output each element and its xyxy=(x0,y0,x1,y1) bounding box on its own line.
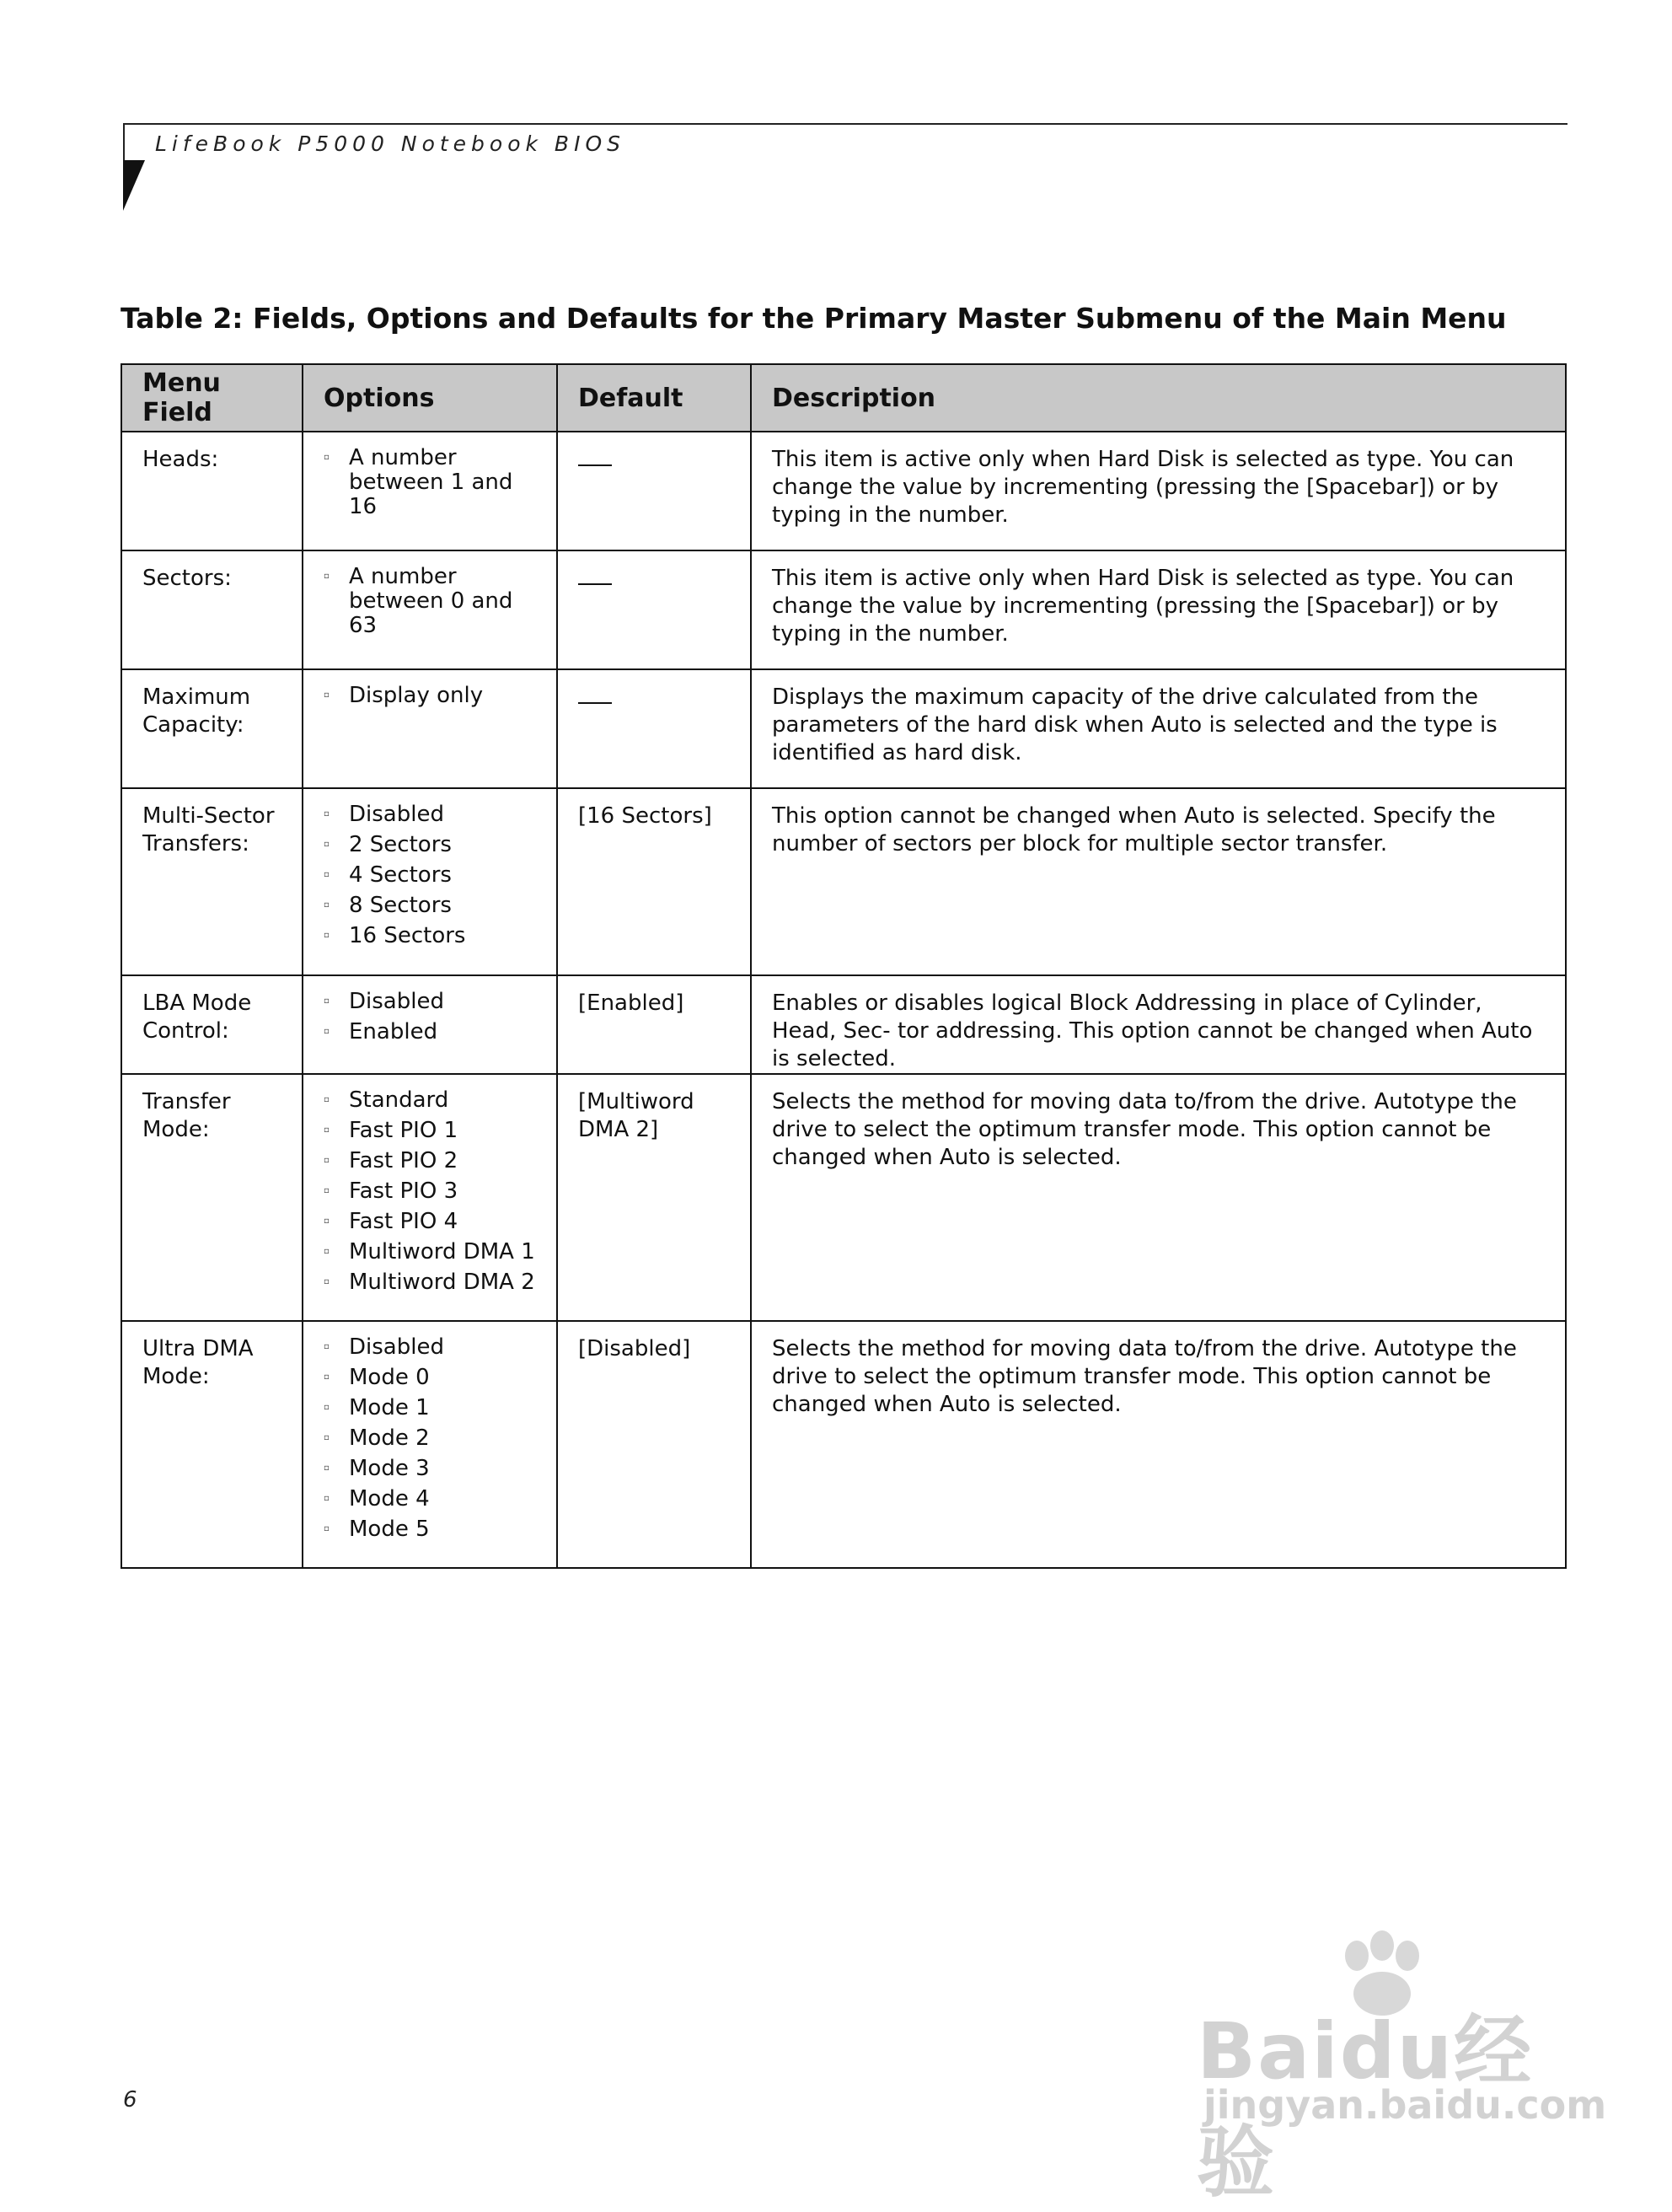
menu-field-cell: Sectors: xyxy=(121,550,303,669)
bullet-icon: ▫ xyxy=(324,840,330,849)
option-label: Mode 2 xyxy=(349,1425,430,1451)
table-row xyxy=(121,669,1566,788)
bullet-icon: ▫ xyxy=(324,1156,330,1165)
option-label: Fast PIO 3 xyxy=(349,1178,458,1204)
option-label: Multiword DMA 2 xyxy=(349,1270,535,1295)
option-label: Mode 5 xyxy=(349,1517,430,1542)
default-cell xyxy=(557,432,751,550)
default-cell: [Enabled] xyxy=(557,975,751,1074)
no-default-dash xyxy=(578,464,612,466)
option-label: Fast PIO 1 xyxy=(349,1118,458,1143)
bullet-icon: ▫ xyxy=(324,809,330,819)
options-cell xyxy=(303,432,557,550)
option-label: A number between 0 and 63 xyxy=(349,564,513,638)
running-title: LifeBook P5000 Notebook BIOS xyxy=(155,132,626,156)
option-label: Fast PIO 2 xyxy=(349,1148,458,1173)
table-row xyxy=(121,1321,1566,1568)
bullet-icon: ▫ xyxy=(324,1095,330,1104)
menu-field-cell: Multi-Sector Transfers: xyxy=(121,788,303,975)
column-header-description: Description xyxy=(751,364,1566,432)
bullet-icon: ▫ xyxy=(324,900,330,910)
bullet-icon: ▫ xyxy=(324,1433,330,1442)
bullet-icon: ▫ xyxy=(324,1342,330,1351)
default-cell: [16 Sectors] xyxy=(557,788,751,975)
bullet-icon: ▫ xyxy=(324,1277,330,1286)
option-item xyxy=(324,1487,538,1517)
option-item xyxy=(324,1179,538,1210)
watermark-url: jingyan.baidu.com xyxy=(1203,2082,1607,2128)
bullet-icon: ▫ xyxy=(324,1216,330,1226)
option-item xyxy=(324,1240,538,1270)
option-label: Mode 0 xyxy=(349,1365,430,1390)
option-item xyxy=(324,924,538,954)
option-label: Enabled xyxy=(349,1019,438,1044)
no-default-dash xyxy=(578,583,612,585)
option-label: 16 Sectors xyxy=(349,923,466,948)
table-row xyxy=(121,550,1566,669)
bullet-icon: ▫ xyxy=(324,690,330,700)
description-cell: This item is active only when Hard Disk is selected as type. You can change the value by incrementing (pressing the [Spacebar]) or by typing in the number. xyxy=(751,550,1566,669)
header-rule xyxy=(123,123,1568,125)
option-item xyxy=(324,1366,538,1396)
description-cell: Selects the method for moving data to/from the drive. Autotype the drive to select the optimum transfer mode. This option cannot be changed when Auto is selected. xyxy=(751,1074,1566,1321)
option-label: 8 Sectors xyxy=(349,893,452,918)
bullet-icon: ▫ xyxy=(324,1372,330,1382)
option-item xyxy=(324,1088,538,1119)
option-item xyxy=(324,894,538,924)
menu-field-cell: Transfer Mode: xyxy=(121,1074,303,1321)
description-cell: This option cannot be changed when Auto is selected. Specify the number of sectors per block for multiple sector transfer. xyxy=(751,788,1566,975)
option-item xyxy=(324,863,538,894)
option-label: Mode 3 xyxy=(349,1456,430,1481)
column-header-menu-field: Menu Field xyxy=(121,364,303,432)
fields-options-table xyxy=(121,363,1567,1569)
column-header-default: Default xyxy=(557,364,751,432)
bullet-icon: ▫ xyxy=(324,1463,330,1473)
header-corner-mark xyxy=(123,160,145,211)
option-label: Display only xyxy=(349,683,484,708)
option-label: A number between 1 and 16 xyxy=(349,445,513,519)
option-label: Mode 4 xyxy=(349,1486,430,1511)
options-cell xyxy=(303,550,557,669)
table-row xyxy=(121,432,1566,550)
option-item xyxy=(324,1396,538,1426)
option-label: Standard xyxy=(349,1087,449,1113)
watermark xyxy=(1197,1930,1607,2208)
bullet-icon: ▫ xyxy=(324,453,330,462)
option-label: 2 Sectors xyxy=(349,832,452,857)
option-item xyxy=(324,684,538,714)
description-cell: Enables or disables logical Block Addressing in place of Cylinder, Head, Sec- tor addressing. This option cannot be changed when Auto is selected. xyxy=(751,975,1566,1074)
option-label: 4 Sectors xyxy=(349,862,452,888)
option-label: Disabled xyxy=(349,989,444,1014)
option-item xyxy=(324,803,538,833)
table-row xyxy=(121,975,1566,1074)
no-default-dash xyxy=(578,702,612,704)
table-header-row xyxy=(121,364,1566,432)
bullet-icon: ▫ xyxy=(324,1027,330,1036)
option-item xyxy=(324,1119,538,1149)
default-cell: [Disabled] xyxy=(557,1321,751,1568)
menu-field-cell: Maximum Capacity: xyxy=(121,669,303,788)
option-item xyxy=(324,1270,538,1301)
bullet-icon: ▫ xyxy=(324,996,330,1006)
option-item xyxy=(324,565,538,644)
option-item xyxy=(324,1426,538,1457)
option-label: Mode 1 xyxy=(349,1395,430,1420)
option-item xyxy=(324,1210,538,1240)
bullet-icon: ▫ xyxy=(324,1125,330,1135)
option-label: Disabled xyxy=(349,1334,444,1360)
options-cell xyxy=(303,669,557,788)
option-label: Multiword DMA 1 xyxy=(349,1239,535,1264)
option-item xyxy=(324,1457,538,1487)
description-cell: This item is active only when Hard Disk is selected as type. You can change the value by incrementing (pressing the [Spacebar]) or by typing in the number. xyxy=(751,432,1566,550)
description-cell: Selects the method for moving data to/from the drive. Autotype the drive to select the optimum transfer mode. This option cannot be changed when Auto is selected. xyxy=(751,1321,1566,1568)
menu-field-cell: Heads: xyxy=(121,432,303,550)
option-item xyxy=(324,1517,538,1548)
option-item xyxy=(324,1335,538,1366)
options-cell xyxy=(303,975,557,1074)
option-item xyxy=(324,1149,538,1179)
description-cell: Displays the maximum capacity of the drive calculated from the parameters of the hard disk when Auto is selected and the type is identified as hard disk. xyxy=(751,669,1566,788)
bullet-icon: ▫ xyxy=(324,1403,330,1412)
table-row xyxy=(121,788,1566,975)
default-cell xyxy=(557,669,751,788)
default-cell xyxy=(557,550,751,669)
bullet-icon: ▫ xyxy=(324,870,330,879)
options-cell xyxy=(303,1074,557,1321)
bullet-icon: ▫ xyxy=(324,1524,330,1533)
option-label: Fast PIO 4 xyxy=(349,1209,458,1234)
option-item xyxy=(324,990,538,1020)
option-label: Disabled xyxy=(349,802,444,827)
option-item xyxy=(324,833,538,863)
bullet-icon: ▫ xyxy=(324,931,330,940)
bullet-icon: ▫ xyxy=(324,1494,330,1503)
menu-field-cell: Ultra DMA Mode: xyxy=(121,1321,303,1568)
bullet-icon: ▫ xyxy=(324,572,330,581)
options-cell xyxy=(303,788,557,975)
options-cell xyxy=(303,1321,557,1568)
bullet-icon: ▫ xyxy=(324,1247,330,1256)
bullet-icon: ▫ xyxy=(324,1186,330,1195)
watermark-brand: Baidu经验 xyxy=(1197,2006,1534,2208)
table-row xyxy=(121,1074,1566,1321)
default-cell: [Multiword DMA 2] xyxy=(557,1074,751,1321)
option-item xyxy=(324,446,538,525)
column-header-options: Options xyxy=(303,364,557,432)
option-item xyxy=(324,1020,538,1050)
menu-field-cell: LBA Mode Control: xyxy=(121,975,303,1074)
table-caption: Table 2: Fields, Options and Defaults for the Primary Master Submenu of the Main Menu xyxy=(121,302,1507,335)
page-number: 6 xyxy=(123,2087,137,2113)
